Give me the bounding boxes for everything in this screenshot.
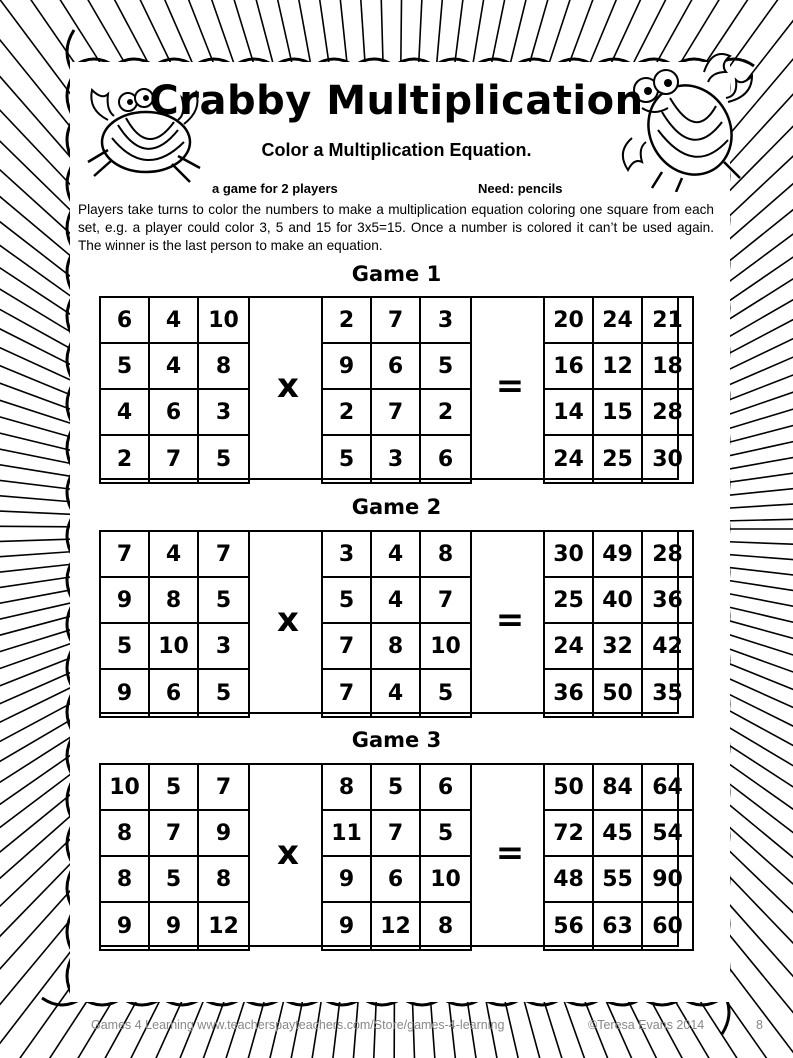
number-square[interactable]: 2 [421, 390, 470, 436]
number-square[interactable]: 5 [215, 680, 232, 706]
number-square[interactable]: 10 [101, 765, 150, 811]
number-square[interactable]: 4 [101, 390, 150, 436]
number-square[interactable]: 7 [150, 811, 199, 857]
number-square[interactable]: 9 [101, 903, 150, 949]
number-square[interactable]: 7 [372, 298, 421, 344]
number-square[interactable]: 5 [215, 446, 232, 472]
number-square[interactable]: 18 [643, 344, 692, 390]
number-square[interactable]: 9 [101, 578, 150, 624]
number-square[interactable]: 10 [421, 624, 470, 670]
number-square[interactable]: 9 [323, 903, 372, 949]
number-square[interactable]: 32 [594, 624, 643, 670]
number-square[interactable]: 3 [323, 532, 372, 578]
number-square[interactable]: 6 [150, 670, 199, 716]
number-square[interactable]: 84 [594, 765, 643, 811]
number-square[interactable]: 6 [421, 765, 470, 811]
number-square[interactable]: 6 [437, 446, 454, 472]
multiply-sign: x [277, 833, 299, 873]
number-square[interactable]: 5 [101, 344, 150, 390]
number-square[interactable]: 3 [372, 436, 421, 482]
number-square[interactable]: 9 [199, 811, 248, 857]
number-square[interactable]: 8 [323, 765, 372, 811]
number-square[interactable]: 54 [643, 811, 692, 857]
number-square[interactable]: 42 [643, 624, 692, 670]
product-grid [543, 296, 694, 484]
number-square[interactable]: 10 [150, 624, 199, 670]
number-square[interactable]: 63 [594, 903, 643, 949]
number-square[interactable]: 8 [421, 532, 470, 578]
number-square[interactable]: 64 [643, 765, 692, 811]
number-square[interactable]: 40 [594, 578, 643, 624]
number-square[interactable]: 72 [545, 811, 594, 857]
instructions: Players take turns to color the numbers to make a multiplication equation coloring one square from each set, e.g. a player could color 3, 5 and 15 for 3x5=15. Once a number is colored it can’t be used again. The winner is the last person to make an equation. [78, 202, 714, 253]
number-square[interactable]: 12 [594, 344, 643, 390]
number-square[interactable]: 10 [199, 298, 248, 344]
number-square[interactable]: 11 [323, 811, 372, 857]
number-square[interactable]: 3 [199, 390, 248, 436]
number-square[interactable]: 4 [150, 344, 199, 390]
game-title: Game 3 [351, 728, 442, 752]
number-square[interactable]: 49 [594, 532, 643, 578]
game-board [99, 296, 683, 480]
factor-b-grid [321, 763, 472, 951]
number-square[interactable]: 9 [323, 857, 372, 903]
number-square[interactable]: 5 [199, 578, 248, 624]
number-square[interactable]: 36 [545, 670, 594, 716]
number-square[interactable]: 28 [643, 532, 692, 578]
number-square[interactable]: 5 [101, 624, 150, 670]
factor-b-grid [321, 530, 472, 718]
number-square[interactable]: 4 [372, 532, 421, 578]
number-square[interactable]: 2 [323, 298, 372, 344]
number-square[interactable]: 28 [643, 390, 692, 436]
equals-sign: = [495, 600, 525, 640]
product-grid [543, 763, 694, 951]
number-square[interactable]: 10 [421, 857, 470, 903]
number-square[interactable]: 25 [594, 436, 643, 482]
number-square[interactable]: 6 [372, 344, 421, 390]
number-square[interactable]: 20 [545, 298, 594, 344]
number-square[interactable]: 7 [372, 390, 421, 436]
number-square[interactable]: 50 [594, 670, 643, 716]
product-grid [543, 530, 694, 718]
number-square[interactable]: 24 [545, 436, 594, 482]
number-square[interactable]: 24 [545, 624, 594, 670]
number-square[interactable]: 5 [150, 765, 199, 811]
game-board [99, 763, 683, 947]
number-square[interactable]: 4 [372, 670, 421, 716]
number-square[interactable]: 9 [150, 903, 199, 949]
number-square[interactable]: 5 [323, 436, 372, 482]
number-square[interactable]: 2 [323, 390, 372, 436]
number-square[interactable]: 7 [323, 624, 372, 670]
number-square[interactable]: 21 [643, 298, 692, 344]
number-square[interactable]: 30 [652, 446, 683, 472]
game-title: Game 1 [351, 262, 442, 286]
number-square[interactable]: 5 [372, 765, 421, 811]
number-square[interactable]: 9 [323, 344, 372, 390]
number-square[interactable]: 12 [208, 913, 239, 939]
number-square[interactable]: 7 [101, 532, 150, 578]
number-square[interactable]: 4 [150, 298, 199, 344]
number-square[interactable]: 48 [545, 857, 594, 903]
number-square[interactable]: 12 [372, 903, 421, 949]
number-square[interactable]: 25 [545, 578, 594, 624]
players-note: a game for 2 players [212, 181, 338, 196]
number-square[interactable]: 50 [545, 765, 594, 811]
number-square[interactable]: 5 [437, 680, 454, 706]
number-square[interactable]: 6 [372, 857, 421, 903]
factor-a-grid [99, 530, 250, 718]
number-square[interactable]: 7 [323, 670, 372, 716]
number-square[interactable]: 5 [323, 578, 372, 624]
number-square[interactable]: 8 [437, 913, 454, 939]
number-square[interactable]: 45 [594, 811, 643, 857]
page-subtitle: Color a Multiplication Equation. [261, 140, 532, 160]
game-title: Game 2 [351, 495, 442, 519]
number-square[interactable]: 9 [101, 670, 150, 716]
equals-sign: = [495, 833, 525, 873]
number-square[interactable]: 6 [150, 390, 199, 436]
number-square[interactable]: 60 [652, 913, 683, 939]
game-board [99, 530, 683, 714]
factor-a-grid [99, 296, 250, 484]
factor-a-grid [99, 763, 250, 951]
number-square[interactable]: 36 [643, 578, 692, 624]
number-square[interactable]: 8 [101, 811, 150, 857]
number-square[interactable]: 3 [421, 298, 470, 344]
number-square[interactable]: 8 [372, 624, 421, 670]
equals-sign: = [495, 366, 525, 406]
multiply-sign: x [277, 600, 299, 640]
number-square[interactable]: 15 [594, 390, 643, 436]
number-square[interactable]: 7 [199, 532, 248, 578]
multiply-sign: x [277, 366, 299, 406]
number-square[interactable]: 24 [594, 298, 643, 344]
footer-copyright: ©Teresa Evans 2014 [588, 1018, 705, 1032]
needs-note: Need: pencils [478, 181, 563, 196]
number-square[interactable]: 8 [199, 857, 248, 903]
page-title: Crabby Multiplication [149, 78, 644, 124]
number-square[interactable]: 8 [101, 857, 150, 903]
number-square[interactable]: 3 [199, 624, 248, 670]
number-square[interactable]: 6 [101, 298, 150, 344]
number-square[interactable]: 2 [101, 436, 150, 482]
footer-credit: Games 4 Learning www.teacherspayteachers.com/Store/games-4-learning [91, 1018, 505, 1032]
number-square[interactable]: 8 [199, 344, 248, 390]
number-square[interactable]: 16 [545, 344, 594, 390]
number-square[interactable]: 90 [643, 857, 692, 903]
number-square[interactable]: 7 [150, 436, 199, 482]
number-square[interactable]: 5 [421, 344, 470, 390]
number-square[interactable]: 5 [150, 857, 199, 903]
number-square[interactable]: 7 [199, 765, 248, 811]
number-square[interactable]: 4 [372, 578, 421, 624]
number-square[interactable]: 56 [545, 903, 594, 949]
number-square[interactable]: 5 [421, 811, 470, 857]
number-square[interactable]: 8 [150, 578, 199, 624]
page-number: 8 [756, 1018, 763, 1032]
number-square[interactable]: 7 [421, 578, 470, 624]
number-square[interactable]: 14 [545, 390, 594, 436]
number-square[interactable]: 35 [652, 680, 683, 706]
number-square[interactable]: 4 [150, 532, 199, 578]
number-square[interactable]: 55 [594, 857, 643, 903]
factor-b-grid [321, 296, 472, 484]
number-square[interactable]: 7 [372, 811, 421, 857]
number-square[interactable]: 30 [545, 532, 594, 578]
